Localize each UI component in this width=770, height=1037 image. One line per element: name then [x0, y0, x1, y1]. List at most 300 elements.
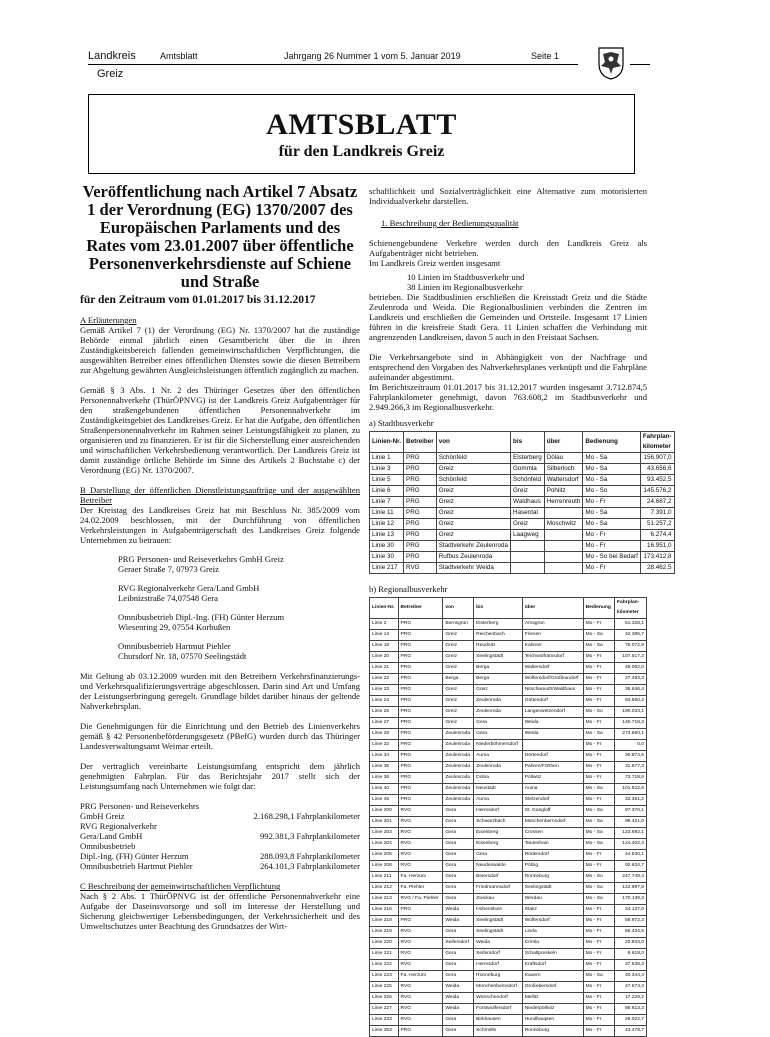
table-cell: Mo - Sa	[583, 817, 614, 828]
table-cell: 92.634,7	[615, 861, 647, 872]
table-cell: Gera	[443, 817, 474, 828]
table-cell: RVG	[398, 1004, 443, 1015]
table-cell: Weida	[443, 905, 474, 916]
table-cell: Linie 7	[370, 497, 404, 508]
table-cell: PRG	[398, 916, 443, 927]
table-cell: Elsterberg	[474, 619, 523, 630]
table-cell: Großebersdorf	[522, 982, 583, 993]
table-row	[370, 861, 647, 872]
table-cell: Mellitz	[522, 993, 583, 1004]
table-cell: Zeulenroda	[443, 795, 474, 806]
table-row	[370, 1004, 647, 1015]
table-cell: Weida	[443, 916, 474, 927]
table-cell: Mo - Fr	[583, 938, 614, 949]
table-row	[370, 464, 675, 475]
table-cell: Schönfeld	[436, 453, 510, 464]
article-headline: Veröffentlichung nach Artikel 7 Absatz 1 der Verordnung (EG) 1370/2007 des Europäischen Parlaments und des Rates vom 23.01.2007 über öffentliche Personenverkehrsdienste auf Schiene und Straße	[82, 182, 358, 291]
table-row	[370, 663, 647, 674]
page-header	[88, 50, 678, 80]
table-cell: Linie 32	[370, 740, 399, 751]
table-cell: 86.613,3	[615, 1004, 647, 1015]
regionalbus-table	[369, 597, 647, 1037]
table-cell: Linie 25	[370, 707, 399, 718]
table-row	[370, 817, 647, 828]
table-cell: Greiz	[443, 707, 474, 718]
table-cell: Reudnitz	[474, 641, 523, 652]
table-cell: 43.656,6	[640, 464, 674, 475]
table-cell: 58.972,3	[615, 916, 647, 927]
table-row	[370, 630, 647, 641]
table-cell: 42.385,7	[615, 630, 647, 641]
subsection-1-text-2: Im Landkreis Greiz werden insgesamt	[369, 258, 501, 268]
table-cell	[511, 552, 545, 563]
table-cell: Bernsgrün	[443, 619, 474, 630]
table-cell: Schwarzbach	[474, 817, 523, 828]
table-cell: Linie 14	[370, 630, 399, 641]
table-cell: Fa. Herzum	[398, 971, 443, 982]
table-cell: Pölzig	[522, 861, 583, 872]
table-cell: Auma	[474, 751, 523, 762]
table-cell: Linie 203	[370, 828, 399, 839]
table-cell: Mo - Fr	[583, 773, 614, 784]
masthead-subtitle: für den Landkreis Greiz	[278, 143, 445, 160]
table-cell: Mo - Fr	[583, 905, 614, 916]
table-row	[370, 541, 675, 552]
table-cell: Linie 20	[370, 652, 399, 663]
table-cell: Pohlitz	[544, 486, 583, 497]
table-cell: PRG	[404, 453, 437, 464]
table-cell: Linie 223	[370, 971, 399, 982]
table-cell: RVG	[398, 806, 443, 817]
table-row	[370, 674, 647, 685]
table-cell: Mo - Sa	[583, 894, 614, 905]
header-amtsblatt: Amtsblatt	[160, 51, 198, 61]
col-header: Fahrplan-kilometer	[615, 598, 647, 619]
table-cell: PRG	[398, 674, 443, 685]
table-cell: Mo - Sa	[583, 828, 614, 839]
table-cell: 190.033,1	[615, 707, 647, 718]
table-cell: Dörtendorf	[522, 751, 583, 762]
table-cell: Gera	[443, 960, 474, 971]
km-operator-line: Dipl.-Ing. (FH) Günter Herzum	[80, 851, 189, 861]
table-cell: 170.139,3	[615, 894, 647, 905]
table-cell: 24.687,2	[640, 497, 674, 508]
table-cell: 34.137,0	[615, 905, 647, 916]
table-cell: PRG	[398, 619, 443, 630]
table-cell: Mo - Fr	[583, 982, 614, 993]
table-row	[370, 993, 647, 1004]
table-cell: Linie 201	[370, 817, 399, 828]
table-cell: Linie 204	[370, 839, 399, 850]
table-cell: Linie 213	[370, 894, 399, 905]
table-cell: 30.874,6	[615, 751, 647, 762]
table-cell: PRG	[404, 530, 437, 541]
table-cell: Berga	[443, 674, 474, 685]
table-cell: 36.646,4	[615, 685, 647, 696]
table-cell: Tautenhain	[522, 839, 583, 850]
table-cell: Zwickau	[474, 894, 523, 905]
col-header: Fahrplan-kilometer	[640, 432, 674, 453]
table-cell: Greiz	[443, 685, 474, 696]
table-cell: Gera	[443, 828, 474, 839]
table-row	[370, 795, 647, 806]
address-block: Omnibusbetrieb Hartmut Piehler Chursdorf Nr. 18, 07570 Seelingstädt	[118, 641, 247, 661]
table-cell: Linie 23	[370, 685, 399, 696]
section-b-text: Der Kreistag des Landkreises Greiz hat mit Beschluss Nr. 385/2009 vom 24.02.2009 beschlossen, mit der Durchführung von öffentlichen Verkehrsleistungen in Aufgabenträgerschaft des Landkreises Greiz folgende Unternehmen zu betrauen:	[80, 505, 360, 545]
table-cell: PRG	[398, 652, 443, 663]
table-cell	[544, 552, 583, 563]
table-cell: PRG	[404, 519, 437, 530]
table-cell: Zeulenroda	[443, 762, 474, 773]
table-cell: PRG	[398, 630, 443, 641]
table-cell: Schmölln	[474, 1026, 523, 1037]
table-cell: Reichenbach	[474, 630, 523, 641]
table-cell: Linie 34	[370, 751, 399, 762]
table-cell: Mo - Fr	[583, 619, 614, 630]
table-cell: PRG	[398, 905, 443, 916]
left-column	[80, 183, 360, 931]
col-header: bis	[474, 598, 523, 619]
table-cell: Seelingstädt	[474, 927, 523, 938]
table-cell: Gera	[443, 1026, 474, 1037]
table-cell: Mo - Sa	[583, 839, 614, 850]
table-cell: Münchenbernsdorf	[474, 982, 523, 993]
table-row	[370, 949, 647, 960]
table-cell: Mo - Fr	[583, 795, 614, 806]
table-row	[370, 563, 675, 574]
table-cell	[544, 563, 583, 574]
table-cell: Beiersdorf	[474, 872, 523, 883]
table-cell: Greiz	[443, 696, 474, 707]
table-cell: RVG	[398, 982, 443, 993]
table-cell: Gera	[443, 971, 474, 982]
table-cell: Gera	[443, 872, 474, 883]
table-cell: Silberloch	[544, 464, 583, 475]
section-b-text-4: Der vertraglich vereinbarte Leistungsumfang entspricht dem jährlich genehmigten Fahrplan. Für das Berichtsjahr 2017 stellt sich der Leistungsumfang nach Unternehmen wie folgt dar:	[80, 761, 360, 791]
table-cell: Hohenölsen	[474, 905, 523, 916]
table-cell: 31.677,3	[615, 762, 647, 773]
table-cell: PRG	[398, 663, 443, 674]
table-cell: Linie 233	[370, 1015, 399, 1026]
table-cell: PRG	[398, 696, 443, 707]
table-cell: Stadtverkehr Weida	[436, 563, 510, 574]
table-cell: 0,0	[615, 740, 647, 751]
table-row	[370, 905, 647, 916]
col-header: Bedienung	[583, 598, 614, 619]
table-cell: Auma	[522, 784, 583, 795]
subsection-1-text-4: Die Verkehrsangebote sind in Abhängigkeit von der Nachfrage und entsprechend den Vorgaben des Nahverkehrsplanes verknüpft und die Fahrpläne aufeinander abgestimmt.	[369, 352, 647, 382]
table-cell: Mo - Fr	[583, 861, 614, 872]
table-row	[370, 916, 647, 927]
table-cell: Mo - Fr	[583, 674, 614, 685]
table-cell: Friedmannsdorf	[474, 883, 523, 894]
table-cell: Seelingstädt	[522, 883, 583, 894]
table-row	[370, 1026, 647, 1037]
header-rule-right	[630, 64, 650, 65]
km-operator-line: Gera/Land GmbH	[80, 831, 143, 841]
col-header: Bedienung	[583, 432, 641, 453]
table-cell: Greiz	[443, 718, 474, 729]
section-a-title: A Erläuterungen	[80, 315, 137, 325]
table-cell: Wünschendorf	[474, 993, 523, 1004]
header-greiz: Greiz	[97, 68, 124, 80]
table-row	[370, 652, 647, 663]
table-cell: St. Gangloff	[522, 806, 583, 817]
table-cell: Waltersdorf	[522, 663, 583, 674]
table-cell: Linie 12	[370, 519, 404, 530]
table-row	[370, 927, 647, 938]
table-cell: Mo - Fr	[583, 751, 614, 762]
table-row	[370, 707, 647, 718]
table-cell: 51.328,1	[615, 619, 647, 630]
table-cell: 124.402,4	[615, 839, 647, 850]
table-cell	[511, 541, 545, 552]
table-cell: Linie 22	[370, 674, 399, 685]
table-cell: 97.376,1	[615, 806, 647, 817]
table-cell: Linie 30	[370, 541, 404, 552]
table-row	[370, 508, 675, 519]
table-cell: Mo - Fr	[583, 696, 614, 707]
table-cell: Fa. Herzum	[398, 872, 443, 883]
table-cell: Eisenberg	[474, 828, 523, 839]
table-cell: Linie 28	[370, 729, 399, 740]
table-cell: PRG	[398, 762, 443, 773]
table-cell: Mo - Fr	[583, 497, 641, 508]
table-cell: Weida	[522, 729, 583, 740]
table-cell: Linie 222	[370, 960, 399, 971]
table-cell: Wolfersdorf	[522, 916, 583, 927]
km-operator-line: RVG Regionalverkehr	[80, 821, 157, 831]
table-cell: Linie 200	[370, 806, 399, 817]
table-cell: PRG	[398, 718, 443, 729]
col-header: von	[443, 598, 474, 619]
table-cell: Zeulenroda	[443, 784, 474, 795]
table-cell: Nitschareuth/Waldhaus	[522, 685, 583, 696]
stadtbus-table	[369, 431, 675, 574]
table-cell: 123.692,1	[615, 828, 647, 839]
table-cell: Mo - Fr	[583, 652, 614, 663]
table-row	[370, 850, 647, 861]
table-cell	[544, 530, 583, 541]
table-cell: Weida	[443, 993, 474, 1004]
table-cell: Greiz	[436, 519, 510, 530]
table-cell: 7.391,0	[640, 508, 674, 519]
table-cell: RVG	[398, 1015, 443, 1026]
table-cell: RVG / Fa. Piehler	[398, 894, 443, 905]
table-cell: 98.421,0	[615, 817, 647, 828]
table-cell: Birkhausen	[474, 1015, 523, 1026]
table-cell: Linie 353	[370, 1026, 399, 1037]
table-cell: 37.638,3	[615, 960, 647, 971]
table-cell: Greiz	[436, 508, 510, 519]
table-cell: Mo - Fr	[583, 1004, 614, 1015]
table-cell: 273.660,1	[615, 729, 647, 740]
table-cell: Linie 226	[370, 993, 399, 1004]
table-cell: Mo - Fr	[583, 685, 614, 696]
table-cell: Ronneburg	[522, 872, 583, 883]
table-cell: Greiz	[443, 652, 474, 663]
section-b-text-3: Die Genehmigungen für die Einrichtung und den Betrieb des Linienverkehrs gemäß § 42 Personenbeförderungsgesetz (PBefG) wurden durch das Thüringer Landesverwaltungsamt Weimar erteilt.	[80, 721, 360, 751]
col-header: Linien-Nr.	[370, 598, 399, 619]
table-cell: Mo - Fr	[583, 740, 614, 751]
table-cell: Mo - Fr	[583, 993, 614, 1004]
masthead	[88, 94, 635, 174]
table-cell: Dobia	[474, 773, 523, 784]
table-cell: RVG	[398, 993, 443, 1004]
table-cell: Linie 216	[370, 905, 399, 916]
table-cell: Linie 1	[370, 453, 404, 464]
table-cell: Weida	[522, 718, 583, 729]
table-cell: Linie 225	[370, 982, 399, 993]
table-cell: Linie 40	[370, 784, 399, 795]
table-cell: Zeulenroda	[443, 773, 474, 784]
table-cell: 173.412,8	[640, 552, 674, 563]
table-cell: Linie 24	[370, 696, 399, 707]
table-cell: Crossen	[522, 828, 583, 839]
table-cell: Herrenreuth	[544, 497, 583, 508]
table-row	[370, 486, 675, 497]
address-block: Omnibusbetrieb Dipl.-Ing. (FH) Günter Herzum Wiesenring 29, 07554 Korbußen	[118, 612, 285, 632]
table-cell: PRG	[398, 641, 443, 652]
table-cell: Linie 220	[370, 938, 399, 949]
table-cell: Kraftsdorf	[522, 960, 583, 971]
table-cell: 145.576,2	[640, 486, 674, 497]
table-cell: Mo - Sa	[583, 475, 641, 486]
table-cell: Linie 205	[370, 850, 399, 861]
table-cell: Linie 11	[370, 508, 404, 519]
table-cell: Zeulenroda	[443, 740, 474, 751]
table-cell: RVG	[404, 563, 437, 574]
table-cell: Gera	[443, 894, 474, 905]
table-row	[370, 552, 675, 563]
table-cell: Stelzendorf	[522, 795, 583, 806]
subsection-1-title: 1. Beschreibung der Bedienungsqualität	[381, 218, 519, 228]
table-row	[370, 729, 647, 740]
col-header: bis	[511, 432, 545, 453]
table-cell: Mo - Fr	[583, 718, 614, 729]
table-cell: 146.718,3	[615, 718, 647, 729]
table-cell: Münchenbernsdorf	[522, 817, 583, 828]
col-header: Linien-Nr.	[370, 432, 404, 453]
table-cell: 49.062,0	[615, 663, 647, 674]
table-cell: Weida	[443, 982, 474, 993]
table-cell: Greiz	[443, 641, 474, 652]
table-cell: Mo - Fr	[583, 762, 614, 773]
table-cell: 156.907,0	[640, 453, 674, 464]
table-cell: RVG	[398, 861, 443, 872]
table-cell: RVG	[398, 949, 443, 960]
table-cell: Greiz	[436, 530, 510, 541]
table-cell: Gera	[443, 927, 474, 938]
table-cell: Langenwetzendorf	[522, 707, 583, 718]
table-cell: Mo - Sa	[583, 453, 641, 464]
table-cell: Zeulenroda	[474, 762, 523, 773]
table-cell: Mo - Sa	[583, 630, 614, 641]
table-cell: PRG	[398, 795, 443, 806]
table-cell: PRG	[398, 784, 443, 795]
table-cell: 17.229,2	[615, 993, 647, 1004]
table-cell: Gera	[443, 850, 474, 861]
table-cell: Mo - Sa	[583, 971, 614, 982]
table-cell: 23.843,0	[615, 938, 647, 949]
table-cell: Niederpöllnitz	[522, 1004, 583, 1015]
table-cell: Mo - So	[583, 872, 614, 883]
table-cell: 122.997,8	[615, 883, 647, 894]
table-cell: Zeulenroda	[443, 751, 474, 762]
table-cell: Waltersdorf	[544, 475, 583, 486]
table-cell: 43.478,7	[615, 1026, 647, 1037]
table-cell: PRG	[398, 707, 443, 718]
table-cell: Greiz	[436, 464, 510, 475]
table-cell: Mo - Sa	[583, 508, 641, 519]
table-cell: Weida	[474, 938, 523, 949]
table-cell: Arnsgrün	[522, 619, 583, 630]
table-cell: Mo - Sa	[583, 806, 614, 817]
table-cell: Neustadt	[474, 784, 523, 795]
table-cell: Moschwitz	[544, 519, 583, 530]
km-operator-line: Omnibusbetrieb	[80, 841, 136, 851]
table-cell: 51.257,2	[640, 519, 674, 530]
table-cell: 28.022,7	[615, 1015, 647, 1026]
table-cell: Pahren/Förthen	[522, 762, 583, 773]
table-cell: Linie 221	[370, 949, 399, 960]
table-cell	[544, 508, 583, 519]
section-c-continuation: schaftlichkeit und Sozialverträglichkeit eine Alternative zum motorisierten Individualverkehr darstellen.	[369, 186, 647, 206]
table-cell: Mo - Fr	[583, 960, 614, 971]
table-cell: Kahmer	[522, 641, 583, 652]
table-cell: Gera	[474, 718, 523, 729]
col-header: über	[544, 432, 583, 453]
table-cell: Greiz	[511, 486, 545, 497]
table-row	[370, 784, 647, 795]
table-cell: Werdau	[522, 894, 583, 905]
table-cell: Auma	[474, 795, 523, 806]
table-cell: Gera	[474, 850, 523, 861]
table-cell: Gommla	[511, 464, 545, 475]
kilometer-summary	[80, 801, 360, 871]
table-cell: Seifersdorf	[474, 949, 523, 960]
table-row	[370, 519, 675, 530]
table-cell: Zeulenroda	[443, 729, 474, 740]
table-row	[370, 1015, 647, 1026]
table-cell: PRG	[404, 508, 437, 519]
table-cell: Hasental	[511, 508, 545, 519]
table-row	[370, 762, 647, 773]
table-cell: Mo - So	[583, 486, 641, 497]
table-cell: Forstwolfersdorf	[474, 1004, 523, 1015]
table-cell: Kauern	[522, 971, 583, 982]
table-cell: Greiz	[443, 663, 474, 674]
table-cell: Linie 227	[370, 1004, 399, 1015]
right-column	[369, 186, 672, 1037]
table-cell: 40.344,4	[615, 971, 647, 982]
table-cell: Linie 3	[370, 464, 404, 475]
table-cell: Gera	[443, 883, 474, 894]
table-cell: Linie 212	[370, 883, 399, 894]
table-cell: Göttendorf	[522, 696, 583, 707]
table-cell: Mo - Sa	[583, 519, 641, 530]
table-cell: Mo - Fr	[583, 927, 614, 938]
table-cell: Linie 45	[370, 795, 399, 806]
table-cell: Mo - Fr	[583, 1015, 614, 1026]
table-cell: Seifersdorf	[443, 938, 474, 949]
col-header: von	[436, 432, 510, 453]
table-cell	[522, 740, 583, 751]
table-cell: Stadtverkehr Zeulenroda	[436, 541, 510, 552]
km-value: 992.381,3 Fahrplankilometer	[259, 831, 360, 841]
table-row	[370, 839, 647, 850]
address-block: PRG Personen- und Reiseverkehrs GmbH Greiz Geraer Straße 7, 07973 Greiz	[118, 554, 284, 574]
